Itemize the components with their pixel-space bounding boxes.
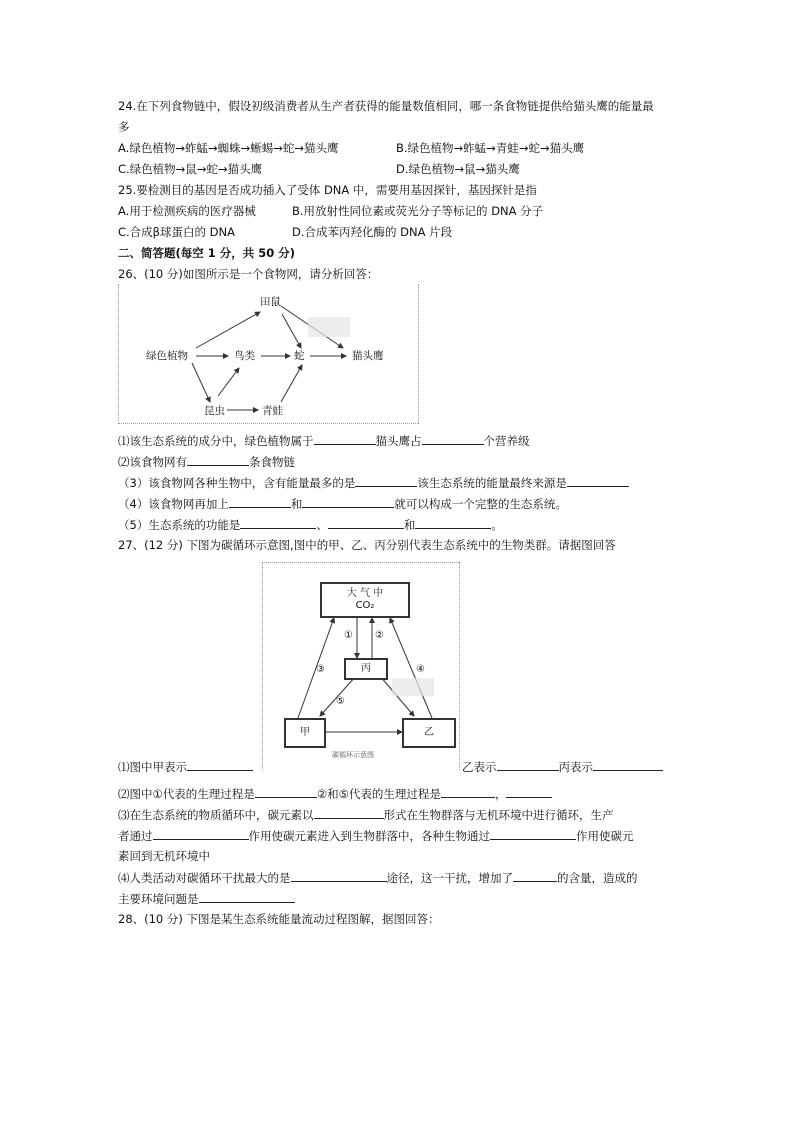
q27-blank-10[interactable] [291, 869, 387, 882]
q27-blank-1[interactable] [187, 758, 253, 771]
q26-l1-text-c: 个营养级 [483, 434, 530, 448]
q27-line7 [118, 890, 295, 907]
q27-line5: 素回到无机环境中 [118, 849, 210, 863]
q27-line6 [118, 869, 638, 886]
label-2: ② [375, 630, 384, 641]
q26-l3-text-a: （3）该食物网各种生物中，含有能量最多的是 [118, 476, 356, 490]
node-lvse-zhiwu: 绿色植物 [146, 350, 188, 362]
q26-l5-text-b: 、 [316, 518, 328, 532]
q27-blank-2[interactable] [497, 758, 559, 771]
q27-line1-right [462, 758, 663, 775]
figure-caption: 碳循环示意图 [332, 751, 374, 759]
q27-stem: 27、(12 分) 下图为碳循环示意图,图中的甲、乙、丙分别代表生态系统中的生物类群。请据图回答 [118, 538, 616, 552]
q26-stem: 26、(10 分)如图所示是一个食物网，请分析回答： [118, 267, 379, 281]
q27-l4-text-a: ⑷人类活动对碳循环干扰最大的是 [118, 871, 291, 885]
food-web-figure [118, 284, 420, 424]
node-tianshu: 田鼠 [260, 296, 281, 308]
q26-l2-text-b: 条食物链 [249, 455, 295, 469]
q27-l3-text-d: 作用使碳元素进入到生物群落中，各种生物通过 [248, 829, 490, 843]
box-co2-label: CO₂ [355, 600, 375, 611]
q24-stem-line2: 多 [118, 120, 130, 134]
node-maotouying: 猫头鹰 [352, 350, 384, 362]
q27-line4 [118, 827, 634, 844]
q27-l4-text-d: 主要环境问题是 [118, 892, 199, 906]
q25-option-c: C.合成β球蛋白的 DNA [118, 225, 236, 239]
q26-blank-4[interactable] [355, 474, 417, 487]
q26-line1 [118, 432, 530, 449]
q26-l5-text-d: 。 [491, 518, 503, 532]
node-qingwa: 青蛙 [262, 405, 283, 417]
q26-l5-text-a: （5）生态系统的功能是 [118, 518, 241, 532]
q27-l1-text-c: 丙表示 [558, 760, 593, 774]
section-heading: 二、简答题(每空 1 分，共 50 分) [118, 246, 296, 260]
q27-blank-6[interactable] [506, 785, 552, 798]
q26-line2 [118, 453, 295, 470]
q27-l1-text-a: ⑴图中甲表示 [118, 760, 187, 774]
q27-line1-left [118, 758, 253, 775]
q24-option-b: B.绿色植物→蚱蜢→青蛙→蛇→猫头鹰 [396, 141, 585, 155]
q27-l3-text-c: 者通过 [118, 829, 153, 843]
q26-blank-10[interactable] [415, 516, 491, 529]
box-jia: 甲 [284, 718, 326, 748]
q27-l2-text-c: ， [494, 787, 507, 801]
q27-blank-8[interactable] [153, 827, 249, 840]
q28-stem: 28、(10 分) 下图是某生态系统能量流动过程图解，据图回答： [118, 912, 440, 926]
q26-blank-8[interactable] [240, 516, 316, 529]
q25-stem: 25.要检测目的基因是否成功插入了受体 DNA 中，需要用基因探针，基因探针是指 [118, 183, 537, 197]
q26-line5 [118, 516, 503, 533]
q27-blank-9[interactable] [490, 827, 576, 840]
q26-line4 [118, 495, 567, 512]
box-yi: 乙 [402, 718, 456, 748]
q27-l2-text-a: ⑵图中①代表的生理过程是 [118, 787, 255, 801]
q27-l4-text-b: 途径，这一干扰，增加了 [386, 871, 513, 885]
q25-option-d: D.合成苯丙羟化酶的 DNA 片段 [292, 225, 453, 239]
q26-l4-text-b: 和 [290, 497, 303, 511]
q26-blank-6[interactable] [229, 495, 291, 508]
node-niaolei: 鸟类 [234, 350, 255, 362]
q25-option-b: B.用放射性同位素或荧光分子等标记的 DNA 分子 [292, 204, 544, 218]
q26-l1-text-b: 猫头鹰占 [375, 434, 422, 448]
node-kunchong: 昆虫 [204, 405, 225, 417]
q27-blank-12[interactable] [199, 890, 295, 903]
label-1: ① [344, 630, 353, 641]
q26-l1-text-a: ⑴该生态系统的成分中，绿色植物属于 [118, 434, 314, 448]
q27-l2-text-b: ②和⑤代表的生理过程是 [316, 787, 441, 801]
box-bing: 丙 [344, 658, 388, 680]
label-5: ⑤ [336, 696, 345, 707]
q26-line3 [118, 474, 629, 491]
q26-l4-text-a: （4）该食物网再加上 [118, 497, 229, 511]
q26-l3-text-b: 该生态系统的能量最终来源是 [417, 476, 567, 490]
q26-blank-7[interactable] [302, 495, 394, 508]
q26-blank-1[interactable] [314, 432, 376, 445]
q27-l3-text-a: ⑶在生态系统的物质循环中，碳元素以 [118, 808, 314, 822]
carbon-cycle-figure [262, 562, 462, 772]
q27-line3 [118, 806, 614, 823]
q27-l3-text-e: 作用使碳元 [576, 829, 634, 843]
label-3: ③ [316, 664, 325, 675]
q24-option-d: D.绿色植物→鼠→猫头鹰 [396, 162, 520, 176]
q27-l4-text-c: 的含量，造成的 [557, 871, 638, 885]
q27-l1-text-b: 乙表示 [462, 760, 497, 774]
box-atmosphere-co2 [320, 582, 410, 618]
q26-blank-2[interactable] [422, 432, 484, 445]
q27-l3-text-b: 形式在生物群落与无机环境中进行循环，生产 [383, 808, 614, 822]
q27-blank-3[interactable] [593, 758, 663, 771]
q24-option-c: C.绿色植物→鼠→蛇→猫头鹰 [118, 162, 263, 176]
q27-blank-4[interactable] [255, 785, 317, 798]
q27-line2 [118, 785, 552, 802]
label-4: ④ [416, 664, 425, 675]
q26-l4-text-c: 就可以构成一个完整的生态系统。 [394, 497, 567, 511]
q26-blank-5[interactable] [567, 474, 629, 487]
q26-l2-text-a: ⑵该食物网有 [118, 455, 187, 469]
q26-blank-3[interactable] [187, 453, 249, 466]
q24-stem-line1: 24.在下列食物链中，假设初级消费者从生产者获得的能量数值相同，哪一条食物链提供给猫头鹰的能量最 [118, 99, 654, 113]
q27-blank-5[interactable] [441, 785, 495, 798]
q26-l5-text-c: 和 [403, 518, 416, 532]
node-she: 蛇 [294, 350, 305, 362]
q26-blank-9[interactable] [328, 516, 404, 529]
q27-blank-11[interactable] [513, 869, 557, 882]
q25-option-a: A.用于检测疾病的医疗器械 [118, 204, 256, 218]
box-atmosphere-label: 大 气 中 [346, 588, 384, 599]
q24-option-a: A.绿色植物→蚱蜢→蜘蛛→蜥蜴→蛇→猫头鹰 [118, 141, 339, 155]
q27-blank-7[interactable] [314, 806, 384, 819]
